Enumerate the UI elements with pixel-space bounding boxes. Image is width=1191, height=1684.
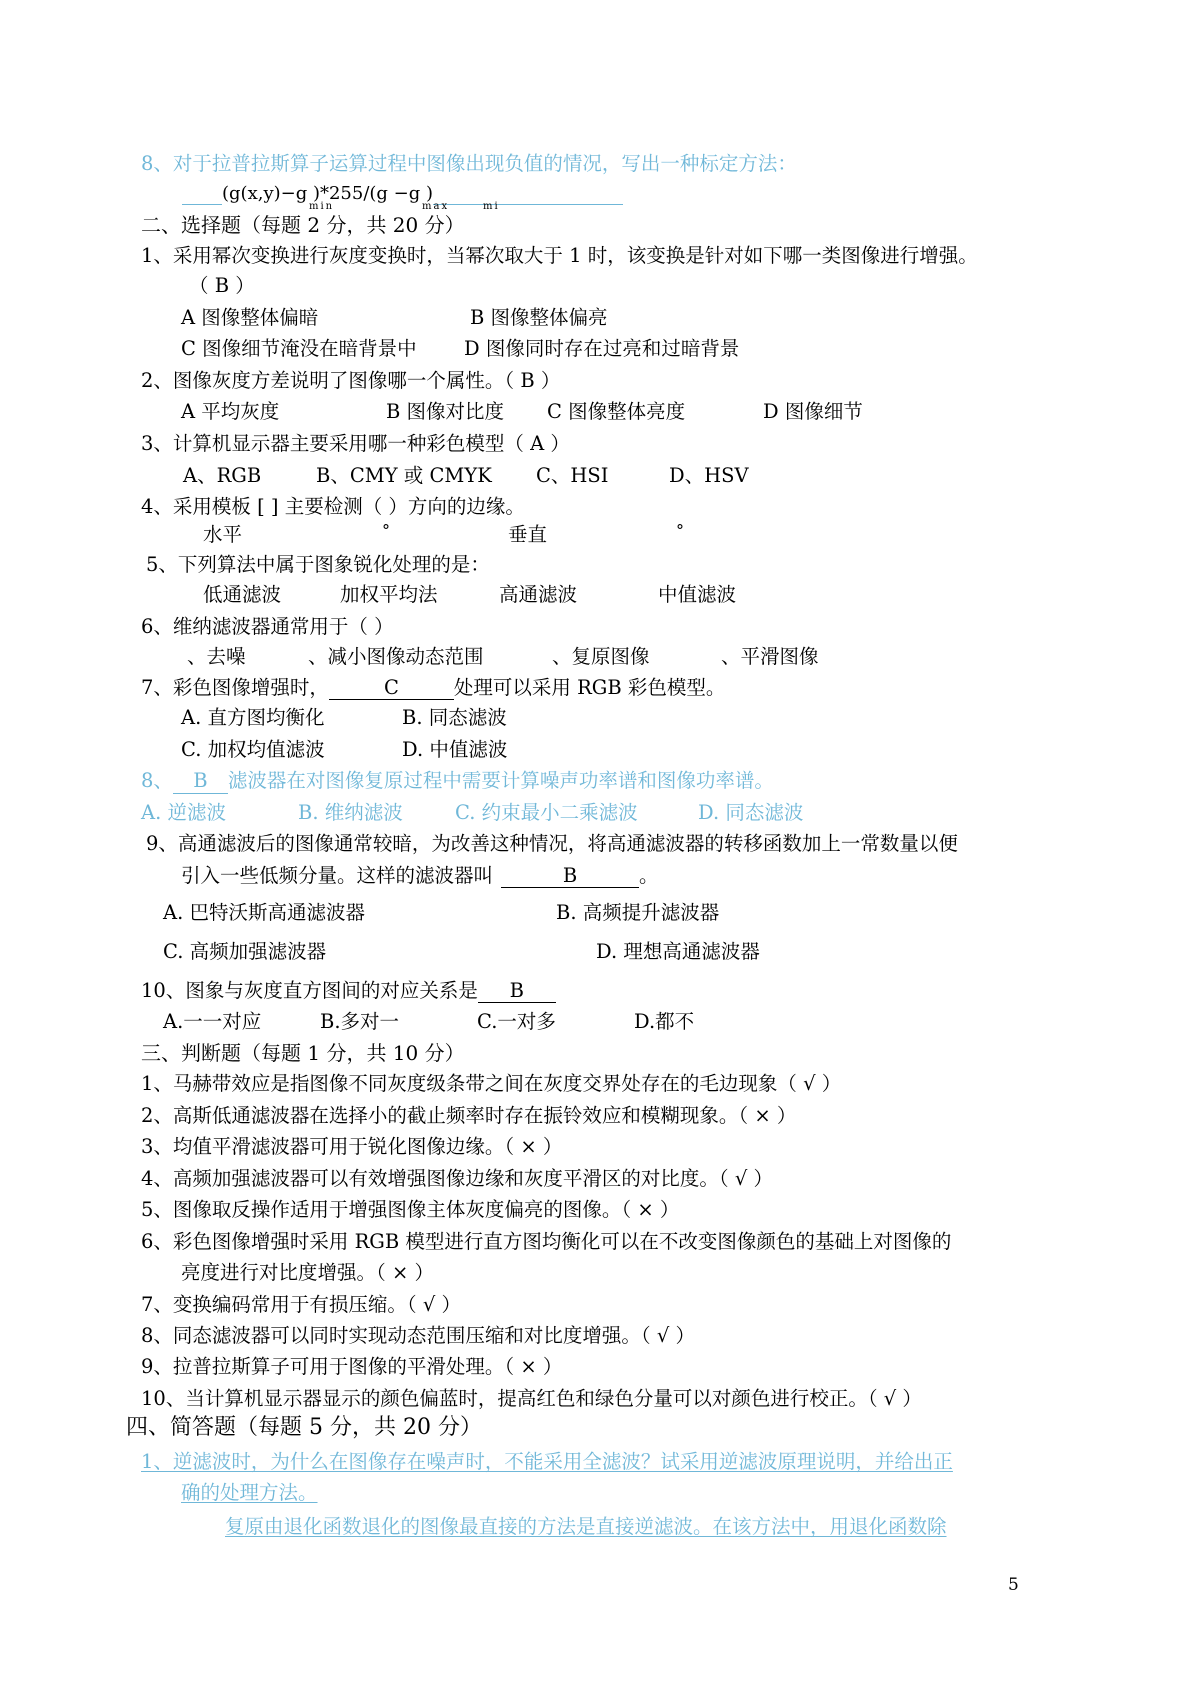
- choice-q4-option-b: 垂直: [508, 523, 548, 546]
- choice-q9-option-a: A. 巴特沃斯高通滤波器: [163, 901, 365, 924]
- choice-q7-text: [141, 676, 725, 700]
- choice-q8-pre: 8、: [141, 769, 173, 792]
- choice-q2-option-d: D 图像细节: [763, 400, 863, 423]
- formula-underline-left: [182, 183, 222, 205]
- choice-q9-line2: [181, 864, 659, 888]
- judgement-item-2: 2、高斯低通滤波器在选择小的截止频率时存在振铃效应和模糊现象。（ × ）: [141, 1104, 797, 1127]
- choice-q9-line1: 9、高通滤波后的图像通常较暗，为改善这种情况，将高通滤波器的转移函数加上一常数量以便: [146, 832, 958, 855]
- choice-q1-option-c: C 图像细节淹没在暗背景中: [181, 337, 417, 360]
- choice-q6-option-d: 、平滑图像: [721, 645, 819, 668]
- choice-q7-post: 处理可以采用 RGB 彩色模型。: [453, 676, 726, 699]
- formula-sub-min: min: [309, 201, 335, 212]
- choice-q10-answer: B: [478, 980, 556, 1003]
- choice-q10-option-b: B.多对一: [320, 1010, 400, 1033]
- choice-q8-post: 滤波器在对图像复原过程中需要计算噪声功率谱和图像功率谱。: [227, 769, 774, 792]
- judgement-item-6-cont: 亮度进行对比度增强。（ × ）: [181, 1261, 434, 1284]
- choice-q9-option-b: B. 高频提升滤波器: [556, 901, 720, 924]
- choice-q8-answer: B: [173, 769, 228, 794]
- choice-q9-line2-post: 。: [639, 864, 659, 887]
- judgement-item-7: 7、变换编码常用于有损压缩。（ √ ）: [141, 1293, 461, 1316]
- choice-q10-pre: 10、图象与灰度直方图间的对应关系是: [141, 979, 478, 1002]
- choice-q2-option-a: A 平均灰度: [181, 400, 280, 423]
- choice-q7-pre: 7、彩色图像增强时，: [141, 676, 329, 699]
- choice-q6-option-b: 、减小图像动态范围: [308, 645, 484, 668]
- choice-q2-option-b: B 图像对比度: [386, 400, 505, 423]
- choice-q7-option-d: D. 中值滤波: [402, 738, 508, 761]
- choice-q5-option-c: 高通滤波: [499, 583, 578, 606]
- section-heading-judgement: 三、判断题（每题 1 分，共 10 分）: [141, 1041, 465, 1065]
- choice-q2-text: 2、图像灰度方差说明了图像哪一个属性。（ B ）: [141, 369, 561, 392]
- choice-q4-degree-2: °: [676, 521, 684, 540]
- choice-q9-option-c: C. 高频加强滤波器: [163, 940, 327, 963]
- section-heading-short-answer: 四、简答题（每题 5 分，共 20 分）: [126, 1415, 482, 1440]
- choice-q4-degree-1: °: [382, 521, 390, 540]
- choice-q1-answer: （ B ）: [189, 274, 255, 297]
- choice-q3-option-c: C、HSI: [536, 464, 609, 487]
- choice-q3-option-b: B、CMY 或 CMYK: [316, 464, 492, 487]
- choice-q3-option-a: A、RGB: [183, 464, 262, 487]
- formula-sub-max: max: [422, 201, 450, 212]
- choice-q8-option-b: B. 维纳滤波: [298, 801, 403, 824]
- formula-text: (g(x,y)−g )*255/(g −g ): [222, 183, 434, 204]
- choice-q10-text: [141, 979, 556, 1003]
- choice-q3-option-d: D、HSV: [669, 464, 749, 487]
- choice-q9-answer: B: [501, 865, 639, 888]
- choice-q8-text: [141, 769, 774, 794]
- judgement-item-1: 1、马赫带效应是指图像不同灰度级条带之间在灰度交界处存在的毛边现象（ √ ）: [141, 1072, 842, 1095]
- choice-q6-option-c: 、复原图像: [552, 645, 650, 668]
- section-heading-choice: 二、选择题（每题 2 分，共 20 分）: [141, 213, 465, 237]
- judgement-item-6: 6、彩色图像增强时采用 RGB 模型进行直方图均衡化可以在不改变图像颜色的基础上对图像的: [141, 1230, 952, 1253]
- choice-q6-option-a: 、去噪: [187, 645, 246, 668]
- choice-q10-option-a: A.一一对应: [163, 1010, 262, 1033]
- short-answer-q1-line2: 确的处理方法。: [181, 1481, 318, 1504]
- choice-q1-option-d: D 图像同时存在过亮和过暗背景: [464, 337, 740, 360]
- choice-q10-option-d: D.都不: [634, 1010, 695, 1033]
- choice-q4-text: 4、采用模板 [ ] 主要检测（ ）方向的边缘。: [141, 495, 525, 518]
- fill-question-8: 8、对于拉普拉斯算子运算过程中图像出现负值的情况，写出一种标定方法：: [141, 152, 797, 175]
- formula-sub-mi: mi: [483, 201, 500, 212]
- choice-q8-option-c: C. 约束最小二乘滤波: [455, 801, 638, 824]
- choice-q10-option-c: C.一对多: [477, 1010, 556, 1033]
- judgement-item-5: 5、图像取反操作适用于增强图像主体灰度偏亮的图像。（ × ）: [141, 1198, 680, 1221]
- choice-q7-option-a: A. 直方图均衡化: [181, 706, 325, 729]
- choice-q7-option-c: C. 加权均值滤波: [181, 738, 325, 761]
- choice-q7-option-b: B. 同态滤波: [402, 706, 507, 729]
- choice-q5-text: 5、下列算法中属于图象锐化处理的是：: [146, 553, 490, 576]
- choice-q5-option-d: 中值滤波: [658, 583, 737, 606]
- choice-q9-option-d: D. 理想高通滤波器: [596, 940, 760, 963]
- choice-q5-option-a: 低通滤波: [203, 583, 282, 606]
- judgement-item-8: 8、同态滤波器可以同时实现动态范围压缩和对比度增强。（ √ ）: [141, 1324, 695, 1347]
- choice-q4-option-a: 水平: [203, 523, 243, 546]
- choice-q6-text: 6、维纳滤波器通常用于（ ）: [141, 615, 394, 638]
- page-number: 5: [1008, 1575, 1019, 1595]
- judgement-item-9: 9、拉普拉斯算子可用于图像的平滑处理。（ × ）: [141, 1355, 563, 1378]
- choice-q5-option-b: 加权平均法: [340, 583, 438, 606]
- choice-q9-line2-pre: 引入一些低频分量。这样的滤波器叫: [181, 864, 494, 887]
- judgement-item-4: 4、高频加强滤波器可以有效增强图像边缘和灰度平滑区的对比度。（ √ ）: [141, 1167, 773, 1190]
- short-answer-q1-answer: 复原由退化函数退化的图像最直接的方法是直接逆滤波。在该方法中，用退化函数除: [225, 1515, 947, 1538]
- judgement-item-10: 10、当计算机显示器显示的颜色偏蓝时，提高红色和绿色分量可以对颜色进行校正。（ √ ）: [141, 1387, 922, 1410]
- choice-q3-text: 3、计算机显示器主要采用哪一种彩色模型（ A ）: [141, 432, 570, 455]
- formula-underline-right: [433, 183, 623, 205]
- choice-q7-answer: C: [329, 677, 454, 700]
- choice-q1-option-a: A 图像整体偏暗: [181, 306, 319, 329]
- short-answer-q1-line1: 1、逆滤波时，为什么在图像存在噪声时，不能采用全滤波？试采用逆滤波原理说明，并给出正: [141, 1450, 953, 1473]
- formula-answer: [182, 183, 623, 212]
- choice-q1-option-b: B 图像整体偏亮: [470, 306, 608, 329]
- choice-q8-option-d: D. 同态滤波: [698, 801, 804, 824]
- choice-q1-text: 1、采用幂次变换进行灰度变换时，当幂次取大于 1 时，该变换是针对如下哪一类图像进行增强。: [141, 244, 978, 267]
- judgement-item-3: 3、均值平滑滤波器可用于锐化图像边缘。（ × ）: [141, 1135, 563, 1158]
- choice-q8-option-a: A. 逆滤波: [141, 801, 226, 824]
- choice-q2-option-c: C 图像整体亮度: [547, 400, 686, 423]
